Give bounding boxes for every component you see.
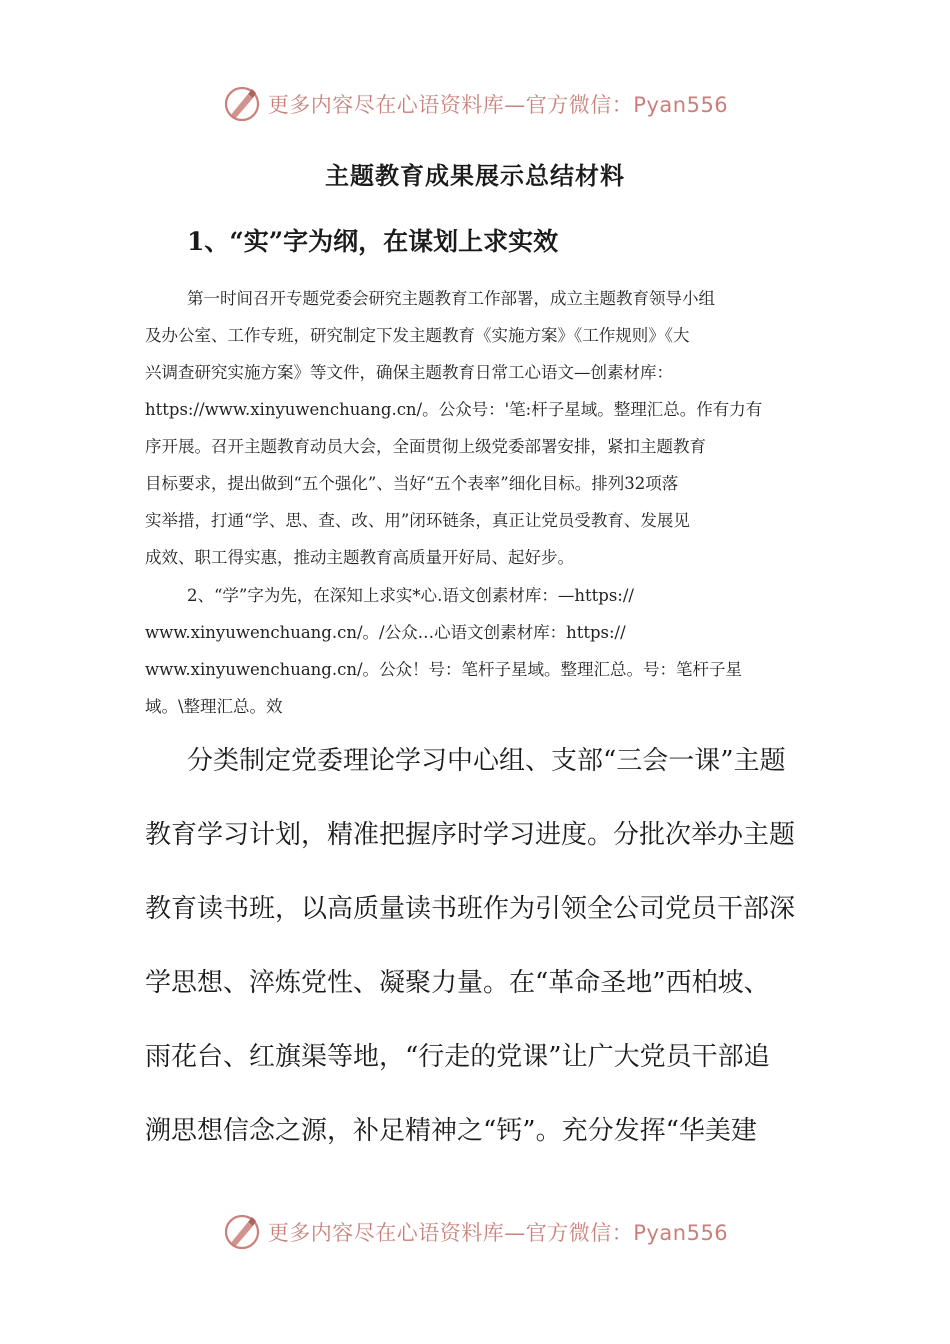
text-line: 教育读书班，以高质量读书班作为引领全公司党员干部深 (145, 894, 796, 924)
paragraph-3 (145, 724, 815, 1168)
text-line: 成效、职工得实惠，推动主题教育高质量开好局、起好步。 (145, 548, 574, 567)
watermark-text-top: 更多内容尽在心语资料库—官方微信：Pyan556 (267, 93, 729, 117)
section-heading-1: 1、“实”字为纲，在谋划上求实效 (187, 227, 559, 256)
text-line: 域。\整理汇总。效 (145, 697, 283, 716)
text-line: 第一时间召开专题党委会研究主题教育工作部署，成立主题教育领导小组 (187, 289, 715, 308)
text-line: 序开展。召开主题教育动员大会，全面贯彻上级党委部署安排，紧扣主题教育 (145, 437, 706, 456)
text-line: 雨花台、红旗渠等地，“行走的党课”让广大党员干部追 (145, 1042, 770, 1072)
text-line: 兴调查研究实施方案》等文件，确保主题教育日常工心语文—创素材库： (145, 363, 673, 382)
pen-logo-icon (222, 84, 262, 124)
watermark-banner-top (0, 82, 950, 126)
watermark-banner-bottom (0, 1210, 950, 1254)
text-line: 实举措，打通“学、思、查、改、用”闭环链条，真正让党员受教育、发展见 (145, 511, 690, 530)
document-title: 主题教育成果展示总结材料 (325, 161, 625, 190)
text-line: https://www.xinyuwenchuang.cn/。公众号：'笔:杆子星域。整理汇总。作有力有 (145, 400, 763, 419)
text-line: www.xinyuwenchuang.cn/。公众！号：笔杆子星域。整理汇总。号：笔杆子星 (145, 660, 743, 679)
text-line: 及办公室、工作专班，研究制定下发主题教育《实施方案》《工作规则》《大 (145, 326, 690, 345)
text-line: 溯思想信念之源，补足精神之“钙”。充分发挥“华美建 (145, 1116, 757, 1146)
pen-logo-icon (222, 1212, 262, 1252)
text-line: 分类制定党委理论学习中心组、支部“三会一课”主题 (187, 746, 786, 776)
paragraph-2 (145, 577, 805, 725)
text-line: 目标要求，提出做到“五个强化”、当好“五个表率”细化目标。排列32项落 (145, 474, 679, 493)
text-line: 教育学习计划，精准把握序时学习进度。分批次举办主题 (145, 820, 796, 850)
text-line: 学思想、淬炼党性、凝聚力量。在“革命圣地”西柏坡、 (145, 968, 770, 998)
text-line: www.xinyuwenchuang.cn/。/公众…心语文创素材库：https:// (145, 623, 626, 642)
watermark-text-bottom: 更多内容尽在心语资料库—官方微信：Pyan556 (267, 1221, 729, 1245)
paragraph-1 (145, 280, 805, 576)
text-line: 2、“学”字为先，在深知上求实*心.语文创素材库：—https:// (187, 586, 634, 605)
